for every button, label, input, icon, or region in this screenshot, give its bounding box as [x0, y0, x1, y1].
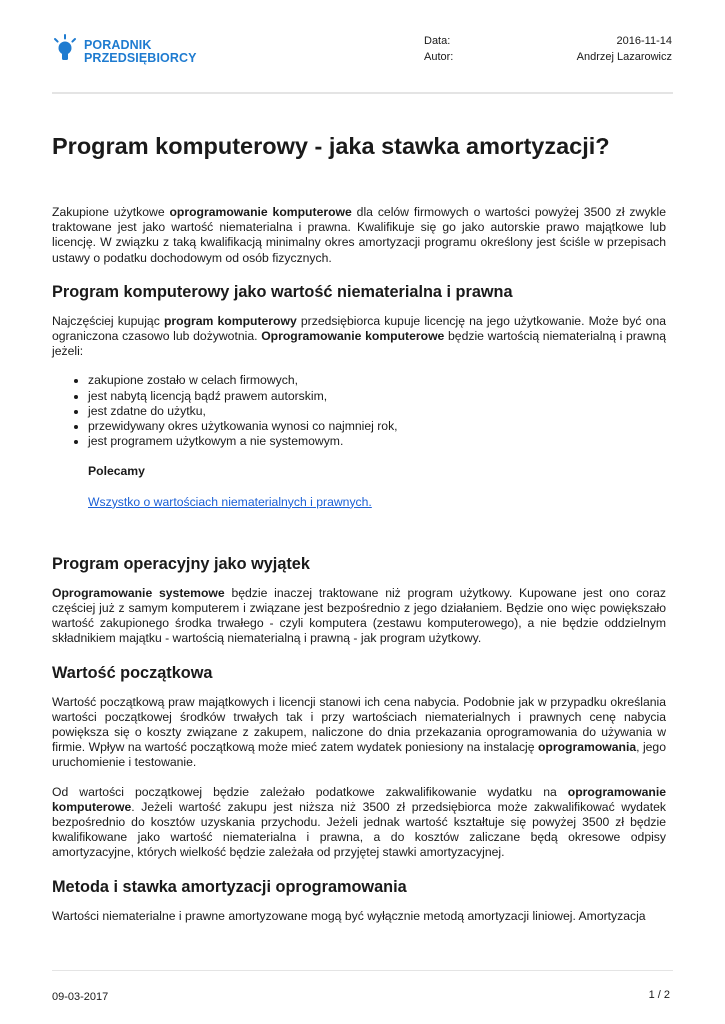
logo-line-1: PORADNIK	[84, 38, 152, 52]
page-number: 1 / 2	[648, 989, 670, 1001]
meta-row-author	[424, 49, 672, 65]
recommend-label: Polecamy	[88, 464, 145, 479]
footer-divider	[52, 970, 673, 971]
document-meta	[424, 33, 672, 65]
bold-span: Oprogramowanie systemowe	[52, 585, 225, 600]
text-span: przedsiębiorca kupuje licencję na jego użytkowanie. Może być ona ograniczona czasowo lub dożywotnia.	[52, 313, 666, 344]
meta-label-author: Autor:	[424, 51, 454, 63]
intro-paragraph	[52, 205, 666, 266]
section-heading-1: Program komputerowy jako wartość niematerialna i prawna	[52, 282, 513, 301]
logo-line-2: PRZEDSIĘBIORCY	[84, 51, 197, 65]
meta-value-author: Andrzej Lazarowicz	[576, 51, 672, 63]
page-title: Program komputerowy - jaka stawka amortyzacji?	[52, 133, 610, 159]
bold-span: oprogramowanie komputerowe	[169, 205, 352, 219]
text-span: będzie wartością niematerialną i prawną jeżeli:	[52, 329, 667, 359]
bold-span: Oprogramowanie komputerowe	[261, 329, 445, 344]
text-span: dla celów firmowych o wartości powyżej 3500 zł zwykle traktowane jest jako wartość niematerialna i prawna. Kwalifikuje się go jako autorskie prawo majątkowe lub licencję. W związku z taką kwalifikacją minimalny okres amortyzacji programu określony jest ściśle w przepisach ustawy o podatku dochodowym od osób fizycznych.	[52, 205, 666, 265]
text-span: będzie inaczej traktowane niż program użytkowy. Kupowane jest ono coraz częściej już z samym komputerem i związane jest bezpośrednio z jego działaniem. Będzie ono więc powiększało wartość zakupionego środka trwałego - czyli komputera (zestawu komputerowego), a nie będzie oddzielnym składnikiem majątku - wartością niematerialną i prawną - jak program użytkowy.	[52, 585, 667, 646]
header-divider	[52, 92, 673, 94]
section-heading-3: Wartość początkowa	[52, 663, 213, 682]
logo	[52, 33, 197, 65]
bold-span: oprogramowanie komputerowe	[52, 784, 666, 814]
lightbulb-icon	[52, 33, 78, 65]
article-body	[52, 205, 666, 924]
meta-label-date: Data:	[424, 35, 451, 47]
logo-text	[84, 39, 197, 65]
bold-span: program komputerowy	[163, 313, 297, 328]
list-item: • jest zdatne do użytku,	[88, 404, 666, 419]
text-span: . Jeżeli wartość zakupu jest niższa niż 3500 zł przedsiębiorca może zakwalifikować wydatek bezpośrednio do kosztów uzyskania przychodu. Jeżeli jednak wartość kształtuje się powyżej 3500 zł będzie kwalifikowane jako wartość niematerialna i prawna, a do kosztów zaliczane będą okresowe odpisy amortyzacyjne, których wielkość będzie zależała od przyjętej stawki amortyzacyjnej.	[52, 799, 666, 860]
section3-paragraph-2	[52, 785, 666, 861]
section4-paragraph: Wartości niematerialne i prawne amortyzowane mogą być wyłącznie metodą amortyzacji liniowej. Amortyzacja	[52, 908, 646, 923]
list-item: • jest programem użytkowym a nie systemowym.	[88, 434, 666, 449]
section-heading-4: Metoda i stawka amortyzacji oprogramowania	[52, 877, 407, 896]
footer-date: 09-03-2017	[52, 991, 109, 1003]
section-heading-2: Program operacyjny jako wyjątek	[52, 554, 310, 573]
text-span: Zakupione użytkowe	[52, 205, 170, 219]
conditions-list	[52, 373, 666, 449]
section3-paragraph-1	[52, 695, 666, 771]
text-span: Od wartości początkowej będzie zależało podatkowe zakwalifikowanie wydatku na	[52, 784, 568, 799]
text-span: , jego uruchomienie i testowanie.	[52, 740, 666, 770]
text-span: Najczęściej kupując	[52, 313, 164, 328]
bold-span: oprogramowania	[537, 740, 637, 755]
section2-paragraph	[52, 586, 666, 647]
meta-value-date: 2016-11-14	[616, 35, 672, 47]
list-item: • przewidywany okres użytkowania wynosi co najmniej rok,	[88, 419, 666, 434]
list-item: • zakupione zostało w celach firmowych,	[88, 373, 666, 388]
text-span: Wartość początkową praw majątkowych i licencji stanowi ich cena nabycia. Podobnie jak w przypadku określania wartości początkowej środków trwałych tak i przy wartościach niematerialnych i prawnych cenę nabycia powiększa się o koszty związane z zakupem, naliczone do dnia przekazania oprogramowania do używania w firmie. Wpływ na wartość początkową może mieć zatem wydatek poniesiony na instalację	[52, 694, 666, 755]
meta-row-date	[424, 33, 672, 49]
list-item: • jest nabytą licencją bądź prawem autorskim,	[88, 389, 666, 404]
section1-paragraph	[52, 314, 666, 360]
recommend-link[interactable]: Wszystko o wartościach niematerialnych i prawnych.	[88, 494, 372, 509]
